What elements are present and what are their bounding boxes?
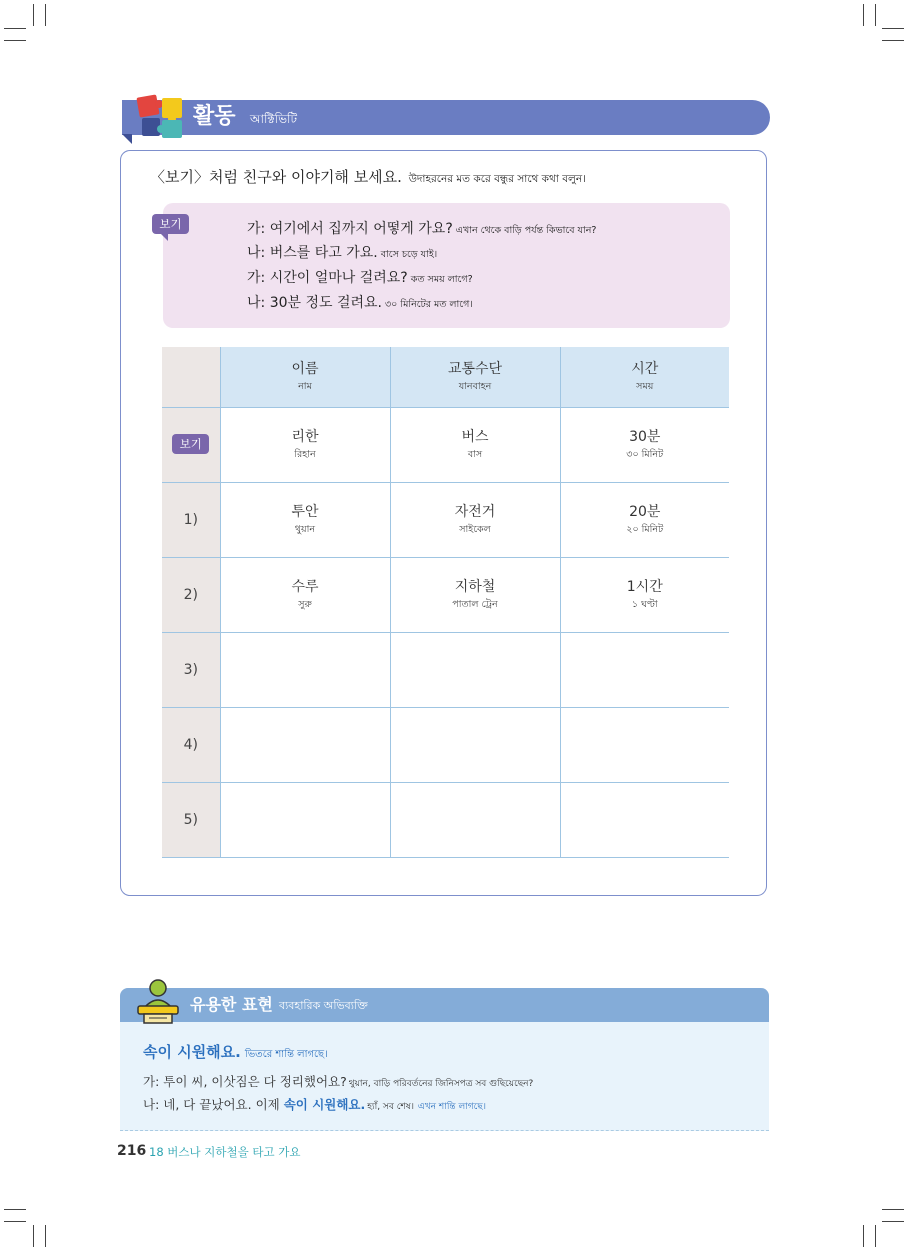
transport-cell: [390, 483, 560, 558]
crop-mark: [882, 40, 904, 41]
name-cell: [220, 408, 390, 483]
crop-mark: [4, 40, 26, 41]
table-row: [162, 558, 729, 633]
name-cell[interactable]: [220, 708, 390, 783]
example-badge-tail: [160, 233, 168, 241]
example-line-korean: 가: 여기에서 집까지 어떻게 가요?: [247, 221, 453, 237]
cell-bengali: ১ ঘণ্টা: [631, 599, 658, 610]
cell-bengali: থুয়ান: [294, 524, 316, 535]
crop-mark: [863, 4, 864, 26]
table-row: [162, 408, 729, 483]
header-time: [560, 347, 729, 408]
cell-bengali: রিহান: [294, 449, 316, 460]
example-line-bengali: বাসে চড়ে যাই।: [380, 249, 438, 260]
cell-bengali: ২০ মিনিট: [626, 524, 664, 535]
name-cell[interactable]: [220, 633, 390, 708]
time-cell: [560, 558, 729, 633]
header-bengali: যানবাহন: [458, 381, 492, 392]
instruction-korean: 〈보기〉처럼 친구와 이야기해 보세요.: [150, 168, 402, 186]
useful-expression-subtitle: ব্যবহারিক অভিব্যক্তি: [279, 999, 368, 1012]
cell-korean: 투안: [291, 504, 319, 520]
row-label: 4): [162, 708, 220, 783]
cell-korean: 버스: [461, 429, 489, 445]
time-cell[interactable]: [560, 633, 729, 708]
useful-phrase: [143, 1041, 328, 1066]
crop-mark: [882, 28, 904, 29]
crop-mark: [4, 28, 26, 29]
example-line-korean: 나: 버스를 타고 가요.: [247, 245, 378, 261]
cell-korean: 지하철: [454, 579, 496, 595]
crop-mark: [45, 1225, 46, 1247]
dialogue-korean: 가: 투이 씨, 이삿짐은 다 정리했어요?: [143, 1074, 347, 1089]
crop-mark: [875, 1225, 876, 1247]
cell-bengali: বাস: [467, 449, 483, 460]
cell-korean: 20분: [629, 504, 661, 520]
puzzle-icon: [134, 92, 186, 140]
example-line: [247, 293, 473, 315]
dialogue-bengali: থুয়ান, বাড়ি পরিবর্তনের জিনিসপত্র সব গুছিয়েছেন?: [348, 1079, 534, 1089]
time-cell[interactable]: [560, 783, 729, 858]
example-line-bengali: এখান থেকে বাড়ি পর্যন্ত কিভাবে যান?: [455, 225, 597, 236]
transport-table: [162, 347, 729, 858]
row-label: 3): [162, 633, 220, 708]
useful-dialogue-line: [143, 1073, 533, 1093]
instruction-bengali: উদাহরনের মত করে বন্ধুর সাথে কথা বলুন।: [408, 173, 586, 185]
dialogue-korean: 나: 네, 다 끝났어요. 이제: [143, 1097, 284, 1112]
header-korean: 이름: [291, 361, 319, 377]
activity-title: 활동: [193, 104, 236, 129]
cell-korean: 30분: [629, 429, 661, 445]
cell-korean: 자전거: [454, 504, 496, 520]
row-label: 2): [162, 558, 220, 633]
time-cell: [560, 483, 729, 558]
row-label: 1): [162, 483, 220, 558]
table-row: [162, 483, 729, 558]
header-korean: 교통수단: [447, 361, 503, 377]
example-line: [247, 243, 437, 265]
table-corner-cell: [162, 347, 220, 408]
speaker-podium-icon: [134, 978, 182, 1024]
cell-bengali: সুরু: [298, 599, 312, 610]
example-line-bengali: ৩০ মিনিটের মত লাগে।: [385, 299, 473, 310]
crop-mark: [882, 1221, 904, 1222]
header-bengali: নাম: [298, 381, 312, 392]
crop-mark: [4, 1209, 26, 1210]
example-row-badge: 보기: [172, 434, 209, 454]
dialogue-bengali: হ্যাঁ, সব শেষ।: [367, 1102, 414, 1112]
page-number: 216: [117, 1143, 147, 1159]
table-row: [162, 783, 729, 858]
table-header-row: [162, 347, 729, 408]
useful-dialogue-line: [143, 1096, 486, 1116]
example-line-korean: 가: 시간이 얼마나 걸려요?: [247, 270, 408, 286]
header-bengali: সময়: [636, 381, 654, 392]
name-cell: [220, 558, 390, 633]
chapter-title: 18 버스나 지하철을 타고 가요: [149, 1145, 301, 1159]
transport-cell[interactable]: [390, 783, 560, 858]
cell-korean: 리한: [291, 429, 319, 445]
transport-cell: [390, 558, 560, 633]
crop-mark: [45, 4, 46, 26]
transport-cell[interactable]: [390, 633, 560, 708]
activity-instruction: [150, 166, 586, 190]
phrase-korean: 속이 시원해요.: [143, 1043, 241, 1061]
time-cell[interactable]: [560, 708, 729, 783]
cell-korean: 1시간: [626, 579, 663, 595]
example-line: [247, 219, 596, 241]
dialogue-highlight-bengali: এখন শান্তি লাগছে।: [417, 1102, 486, 1112]
header-name: [220, 347, 390, 408]
example-line: [247, 268, 473, 290]
table-row: [162, 708, 729, 783]
row-label: 5): [162, 783, 220, 858]
cell-bengali: পাতাল ট্রেন: [452, 599, 498, 610]
crop-mark: [875, 4, 876, 26]
crop-mark: [33, 1225, 34, 1247]
dialogue-highlight-korean: 속이 시원해요.: [283, 1097, 366, 1112]
crop-mark: [4, 1221, 26, 1222]
activity-header-fold: [122, 134, 132, 144]
header-korean: 시간: [631, 361, 659, 377]
time-cell: [560, 408, 729, 483]
cell-bengali: সাইকেল: [459, 524, 491, 535]
crop-mark: [882, 1209, 904, 1210]
header-transport: [390, 347, 560, 408]
useful-expression-title: 유용한 표현: [190, 995, 273, 1014]
crop-mark: [33, 4, 34, 26]
name-cell: [220, 483, 390, 558]
activity-subtitle: আক্টিভিটি: [250, 112, 298, 126]
cell-bengali: ৩০ মিনিট: [626, 449, 664, 460]
row-label: [162, 408, 220, 483]
transport-cell: [390, 408, 560, 483]
name-cell[interactable]: [220, 783, 390, 858]
transport-cell[interactable]: [390, 708, 560, 783]
table-row: [162, 633, 729, 708]
phrase-bengali: ভিতরে শান্তি লাগছে।: [244, 1049, 328, 1060]
cell-korean: 수루: [291, 579, 319, 595]
example-line-bengali: কত সময় লাগে?: [410, 274, 473, 285]
example-badge: 보기: [152, 214, 189, 234]
crop-mark: [863, 1225, 864, 1247]
example-line-korean: 나: 30분 정도 걸려요.: [247, 295, 382, 311]
